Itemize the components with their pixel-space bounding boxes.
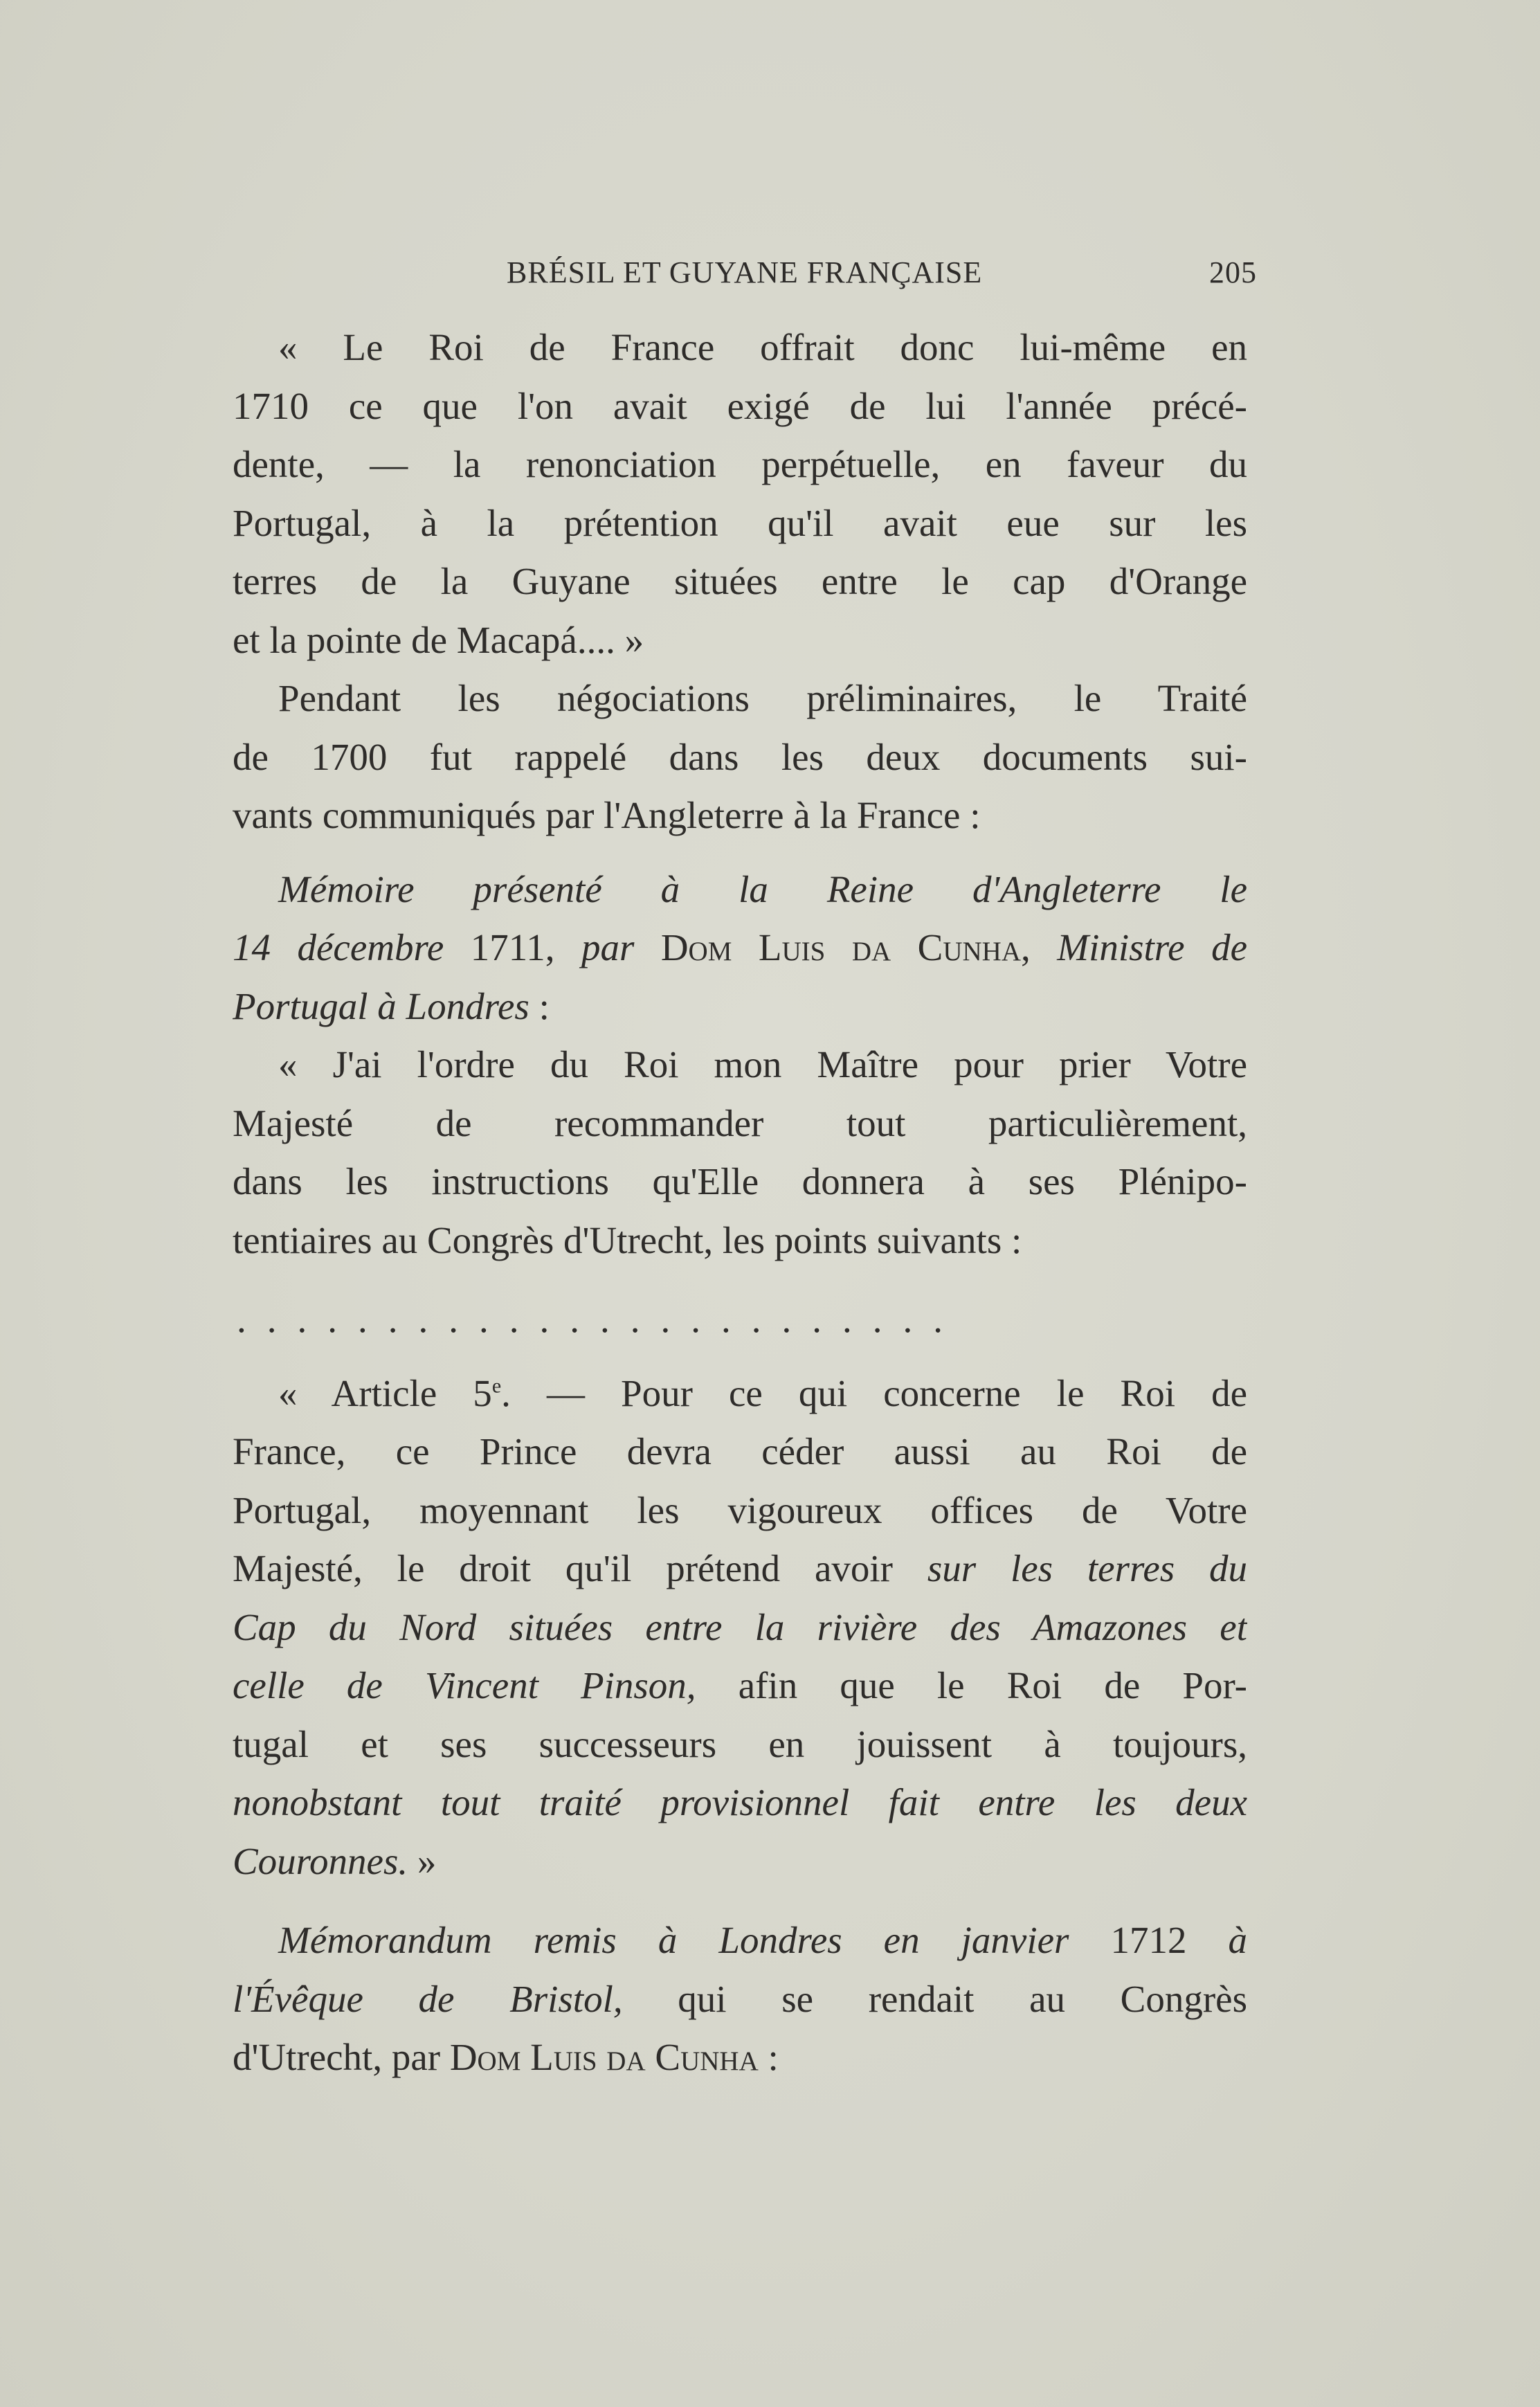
heading-fragment: : [529, 984, 550, 1027]
text-line: Cap du Nord situées entre la rivière des Amazones et [233, 1605, 1247, 1648]
text-line: nonobstant tout traité provisionnel fait entre les deux [233, 1781, 1247, 1823]
heading-fragment: Portugal à Londres [233, 984, 529, 1027]
heading-fragment: 14 décembre [233, 926, 444, 968]
heading-fragment: 1711, [444, 926, 581, 968]
text-fragment: celle de Vincent Pinson, [233, 1664, 696, 1706]
text-line: Pendant les négociations préliminaires, le Traité [278, 677, 1247, 719]
heading-fragment: Mémorandum remis à Londres en janvier [278, 1919, 1069, 1961]
text-fragment: afin que le Roi de Por- [696, 1664, 1247, 1706]
text-line [233, 1657, 1247, 1715]
text-line: terres de la Guyane situées entre le cap d'Orange [233, 560, 1247, 602]
text-fragment: Majesté, le droit qu'il prétend avoir [233, 1547, 927, 1589]
text-fragment: » [408, 1839, 437, 1882]
document-heading-line [233, 1970, 1247, 2029]
superscript: e [491, 1374, 502, 1398]
document-heading-line: Mémoire présenté à la Reine d'Angleterre le [278, 867, 1247, 910]
person-name: Dom Luis da Cunha, [634, 926, 1058, 968]
text-line: France, ce Prince devra céder aussi au Roi de [233, 1430, 1247, 1472]
heading-fragment: 1712 [1069, 1919, 1229, 1961]
heading-fragment: par [581, 926, 635, 968]
text-line [233, 1832, 1247, 1891]
text-fragment: « Article 5 [278, 1371, 492, 1414]
text-line: Portugal, à la prétention qu'il avait eue sur les [233, 501, 1247, 544]
running-title: BRÉSIL ET GUYANE FRANÇAISE [507, 255, 983, 289]
document-heading-line [233, 1911, 1247, 1970]
document-heading-line [233, 919, 1247, 977]
heading-fragment: l'Évêque de Bristol, [233, 1977, 623, 2020]
text-line [233, 1364, 1247, 1423]
text-line [233, 1540, 1247, 1598]
text-fragment: Couronnes. [233, 1839, 408, 1882]
text-line: dente, — la renonciation perpétuelle, en faveur du [233, 443, 1247, 485]
text-line: Portugal, moyennant les vigoureux offices de Votre [233, 1488, 1247, 1531]
person-name: Dom Luis da Cunha [449, 2036, 759, 2078]
body-text [233, 318, 1247, 2087]
text-line: vants communiqués par l'Angleterre à la France : [233, 794, 981, 836]
text-line: et la pointe de Macapá.... » [233, 618, 644, 661]
running-head [233, 255, 1257, 296]
text-line: Majesté de recommander tout particulièrement, [233, 1101, 1247, 1144]
text-fragment: . — Pour ce qui concerne le Roi de [501, 1371, 1247, 1414]
document-heading-line [233, 977, 1247, 1036]
document-heading-line [233, 2028, 1247, 2087]
text-line: tugal et ses successeurs en jouissent à toujours, [233, 1722, 1247, 1765]
text-line: dans les instructions qu'Elle donnera à ses Plénipo- [233, 1160, 1247, 1202]
text-line: « Le Roi de France offrait donc lui-même en [278, 326, 1247, 368]
heading-fragment: à [1228, 1919, 1247, 1961]
heading-fragment: qui se rendait au Congrès [622, 1977, 1247, 2020]
page-number: 205 [1209, 255, 1257, 289]
heading-fragment: : [758, 2036, 779, 2078]
text-line: tentiaires au Congrès d'Utrecht, les points suivants : [233, 1218, 1022, 1261]
ellipsis-row: ........................ [237, 1298, 963, 1340]
heading-fragment: Ministre de [1057, 926, 1247, 968]
text-line: de 1700 fut rappelé dans les deux documents sui- [233, 735, 1247, 778]
heading-fragment: d'Utrecht, par [233, 2036, 450, 2078]
text-line: « J'ai l'ordre du Roi mon Maître pour prier Votre [278, 1043, 1247, 1085]
text-fragment: sur les terres du [927, 1547, 1247, 1589]
text-line: 1710 ce que l'on avait exigé de lui l'année précé- [233, 384, 1247, 427]
